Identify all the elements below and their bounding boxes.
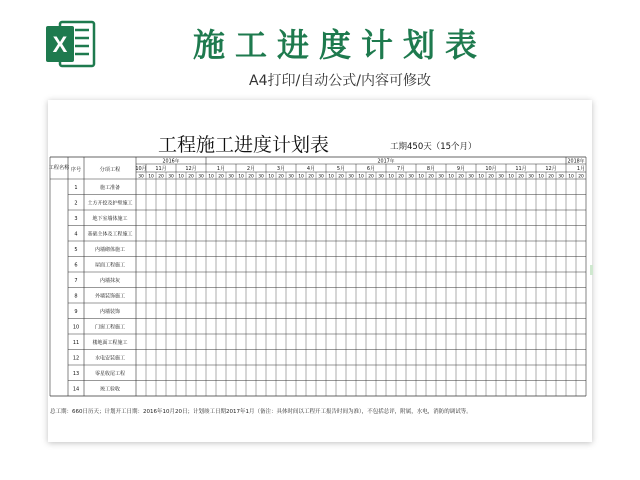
month-label: 12月: [545, 166, 557, 173]
header-project-name: 工程名称: [48, 165, 70, 171]
row-number: 2: [74, 200, 78, 207]
banner-subtitle: A4打印/自动公式/内容可修改: [249, 73, 431, 89]
day-mark: 10: [208, 174, 214, 180]
banner-title: 施工进度计划表: [192, 26, 487, 64]
row-task: 内墙砌体施工: [94, 246, 126, 253]
day-mark: 20: [188, 174, 194, 180]
row-number: 9: [74, 308, 78, 315]
row-task: 零星收尾工程: [94, 370, 126, 377]
day-mark: 10: [238, 174, 244, 180]
day-mark: 20: [458, 174, 464, 180]
month-label: 10月: [485, 166, 497, 173]
day-mark: 20: [338, 174, 344, 180]
day-mark: 20: [428, 174, 434, 180]
row-number: 14: [72, 386, 80, 393]
month-label: 3月: [276, 166, 286, 173]
footer-note: 总工期：660日历天；计划开工日期：2016年10月20日；计划竣工日期2017年1月（备注：具体时间以工程开工报告时间为准），不包括总评，附属，水电，消防的调试等。: [50, 409, 472, 415]
month-label: 7月: [396, 166, 406, 173]
day-mark: 30: [528, 174, 534, 180]
day-mark: 10: [508, 174, 514, 180]
row-task: 施工准备: [99, 184, 121, 191]
header-item: 分项工程: [99, 167, 121, 173]
day-mark: 20: [548, 174, 554, 180]
row-task: 地下室墙体施工: [92, 215, 128, 222]
month-label: 12月: [185, 166, 197, 173]
day-mark: 30: [318, 174, 324, 180]
month-label: 5月: [336, 166, 346, 173]
month-label: 2月: [246, 166, 256, 173]
day-mark: 30: [228, 174, 234, 180]
month-label: 8月: [426, 166, 436, 173]
row-task: 土方开挖及护壁施工: [87, 200, 133, 207]
day-mark: 20: [248, 174, 254, 180]
day-mark: 10: [178, 174, 184, 180]
day-mark: 30: [468, 174, 474, 180]
month-label: 10月: [135, 166, 147, 173]
day-mark: 30: [348, 174, 354, 180]
day-mark: 30: [558, 174, 564, 180]
day-mark: 10: [148, 174, 154, 180]
row-task: 水电安装施工: [94, 355, 126, 362]
day-mark: 10: [568, 174, 574, 180]
day-mark: 30: [258, 174, 264, 180]
year-label: 2016年: [162, 159, 180, 165]
row-number: 10: [72, 324, 80, 331]
schedule-table: [48, 100, 592, 442]
month-label: 9月: [456, 166, 466, 173]
day-mark: 30: [168, 174, 174, 180]
day-mark: 20: [308, 174, 314, 180]
year-label: 2017年: [377, 159, 395, 165]
day-mark: 20: [278, 174, 284, 180]
duration-label: 工期450天（15个月）: [390, 142, 477, 152]
excel-icon: [42, 16, 98, 72]
row-task: 基础主体及工程施工: [87, 231, 133, 238]
day-mark: 20: [158, 174, 164, 180]
day-mark: 10: [448, 174, 454, 180]
day-mark: 20: [518, 174, 524, 180]
excel-logo-letter: X: [52, 32, 68, 57]
row-task: 屋面工程施工: [94, 262, 126, 269]
row-number: 1: [74, 184, 78, 191]
day-mark: 10: [388, 174, 394, 180]
day-mark: 30: [408, 174, 414, 180]
day-mark: 30: [498, 174, 504, 180]
header-seq: 序号: [70, 167, 82, 173]
month-label: 6月: [366, 166, 376, 173]
day-mark: 20: [218, 174, 224, 180]
row-task: 内墙抹灰: [99, 277, 121, 284]
spreadsheet-preview: [48, 100, 592, 442]
day-mark: 10: [538, 174, 544, 180]
day-mark: 30: [438, 174, 444, 180]
sheet-title: 工程施工进度计划表: [158, 134, 330, 156]
month-label: 1月: [216, 166, 226, 173]
scroll-indicator: [590, 265, 593, 275]
row-number: 3: [74, 215, 78, 222]
month-label: 4月: [306, 166, 316, 173]
day-mark: 30: [138, 174, 144, 180]
day-mark: 10: [328, 174, 334, 180]
year-label: 2018年: [567, 159, 585, 165]
month-label: 11月: [515, 166, 527, 173]
row-number: 13: [72, 370, 80, 377]
day-mark: 10: [418, 174, 424, 180]
row-task: 楼地面工程施工: [92, 339, 128, 346]
day-mark: 30: [198, 174, 204, 180]
row-number: 6: [74, 262, 78, 269]
day-mark: 10: [268, 174, 274, 180]
day-mark: 20: [578, 174, 584, 180]
day-mark: 20: [488, 174, 494, 180]
day-mark: 20: [398, 174, 404, 180]
row-task: 竣工验收: [99, 386, 121, 393]
day-mark: 20: [368, 174, 374, 180]
row-number: 11: [72, 339, 80, 346]
day-mark: 30: [288, 174, 294, 180]
day-mark: 30: [378, 174, 384, 180]
row-task: 门窗工程施工: [94, 324, 126, 331]
day-mark: 10: [298, 174, 304, 180]
month-label: 11月: [155, 166, 167, 173]
day-mark: 10: [358, 174, 364, 180]
row-number: 8: [74, 293, 78, 300]
row-number: 5: [74, 246, 78, 253]
row-task: 外墙装饰施工: [94, 293, 126, 300]
row-number: 12: [72, 355, 80, 362]
row-number: 7: [74, 277, 78, 284]
row-task: 内墙装饰: [99, 308, 121, 315]
month-label: 1月: [576, 166, 586, 173]
day-mark: 10: [478, 174, 484, 180]
row-number: 4: [74, 231, 78, 238]
